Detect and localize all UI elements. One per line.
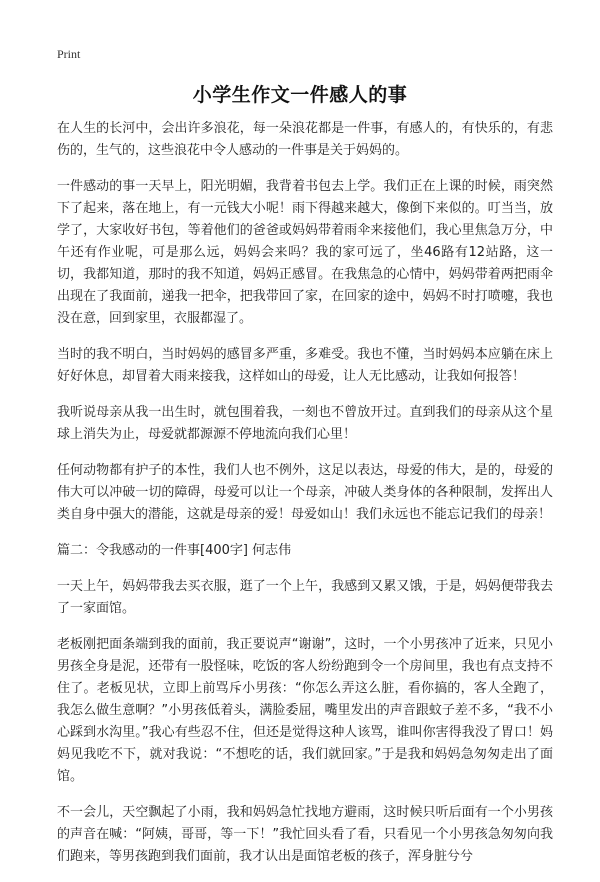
print-link[interactable]: Print (57, 47, 81, 61)
paragraph: 当时的我不明白，当时妈妈的感冒多严重，多难受。我也不懂，当时妈妈本应躺在床上好好休息，却冒着大雨来接我，这样如山的母爱，让人无比感动，让我如何报答！ (57, 347, 553, 384)
paragraph: 一天上午，妈妈带我去买衣服，逛了一个上午，我感到又累又饿，于是，妈妈便带我去了一家面馆。 (57, 579, 553, 616)
paragraph: 我听说母亲从我一出生时，就包围着我，一刻也不曾放开过。直到我们的母亲从这个星球上消失为止，母爱就都源源不停地流向我们心里！ (57, 405, 553, 442)
article-body (57, 118, 553, 882)
paragraph: 老板刚把面条端到我的面前，我正要说声“谢谢”，这时，一个小男孩冲了近来，只见小男孩全身是泥，还带有一股怪味，吃饭的客人纷纷跑到令一个房间里，我也有点支持不住了。老板见状，立即上前骂斥小男孩：“你怎么弄这么脏，看你搞的，客人全跑了，我怎么做生意啊？”小男孩低着头，满脸委屈，嘴里发出的声音跟蚊子差不多，“我不小心踩到水沟里。”我心有些忍不住，但还是觉得这种人该骂，谁叫你害得我没了胃口！妈妈见我吃不下，就对我说：“不想吃的话，我们就回家。”于是我和妈妈急匆匆走出了面馆。 (57, 637, 553, 784)
paragraph: 在人生的长河中，会出许多浪花，每一朵浪花都是一件事，有感人的，有快乐的，有悲伤的，生气的，这些浪花中令人感动的一件事是关于妈妈的。 (57, 121, 553, 158)
paragraph: 不一会儿，天空飘起了小雨，我和妈妈急忙找地方避雨，这时候只听后面有一个小男孩的声音在喊：“阿姨，哥哥，等一下！”我忙回头看了看，只看见一个小男孩急匆匆向我们跑来，等男孩跑到我们面前，我才认出是面馆老板的孩子，浑身脏兮兮 (57, 805, 553, 864)
article-title: 小学生作文一件感人的事 (192, 84, 408, 106)
paragraph: 一件感动的事一天早上，阳光明媚，我背着书包去上学。我们正在上课的时候，雨突然下了起来，落在地上，有一元钱大小呢！雨下得越来越大，像倒下来似的。叮当当，放学了，大家收好书包，等着他们的爸爸或妈妈带着雨伞来接他们，我心里焦急万分，中午还有作业呢，可是那么远，妈妈会来吗？我的家可远了，坐46路有12站路，这一切，我都知道，那时的我不知道，妈妈正感冒。在我焦急的心情中，妈妈带着两把雨伞出现在了我面前，递我一把伞，把我带回了家，在回家的途中，妈妈不时打喷嚏，我也没在意，回到家里，衣服都湿了。 (57, 179, 553, 326)
section-heading: 篇二：令我感动的一件事[400字] 何志伟 (57, 543, 292, 558)
paragraph: 任何动物都有护子的本性，我们人也不例外，这足以表达，母爱的伟大，是的，母爱的伟大可以冲破一切的障碍，母爱可以让一个母亲，冲破人类身体的各种限制，发挥出人类自身中强大的潜能，这就是母亲的爱！母爱如山！我们永远也不能忘记我们的母亲！ (57, 463, 553, 522)
